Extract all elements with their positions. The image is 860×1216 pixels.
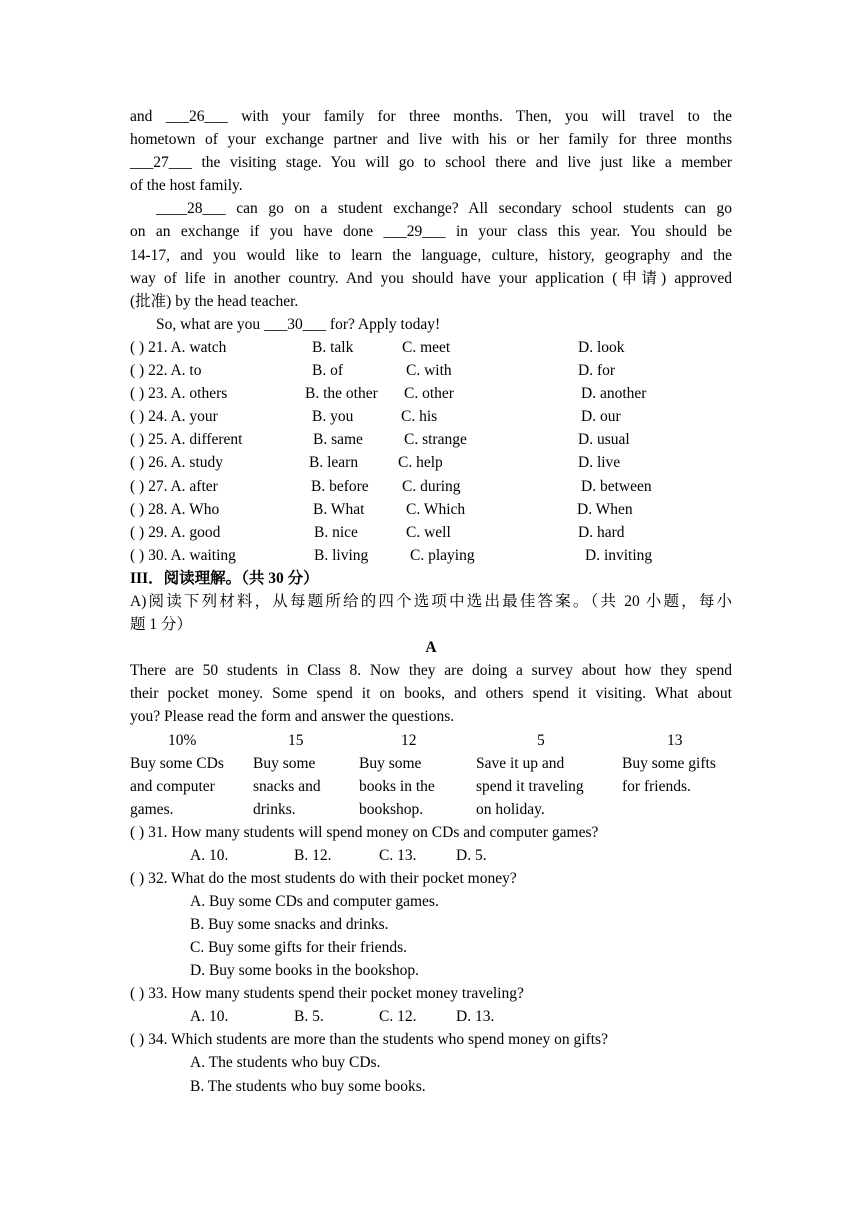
cloze-questions [130, 336, 732, 567]
document-page [130, 105, 732, 1098]
question-stem: ( ) 33. How many students spend their pocket money traveling? [130, 985, 524, 1003]
option-c: C. his [401, 408, 438, 426]
question-number: ( ) 22. A. to [130, 362, 202, 380]
option-c: C. other [404, 385, 454, 403]
option-a: A. The students who buy CDs. [190, 1054, 381, 1072]
option-c: C. Which [406, 500, 466, 518]
passage-line: hometown of your exchange partner and live with his or her family for three months [130, 131, 732, 149]
question-21 [130, 336, 732, 359]
reading-question-34 [130, 1028, 732, 1097]
option-c: C. well [406, 523, 451, 541]
passage-label: A [425, 639, 437, 657]
question-options [130, 1051, 732, 1097]
option-d: D. usual [578, 431, 630, 449]
option-b: B. of [312, 362, 343, 380]
section-instruction: A)阅读下列材料，从每题所给的四个选项中选出最佳答案。（共 20 小题，每小 [130, 592, 732, 610]
question-30 [130, 544, 732, 567]
question-stem: ( ) 31. How many students will spend money on CDs and computer games? [130, 823, 599, 841]
question-stem: ( ) 32. What do the most students do with their pocket money? [130, 869, 517, 887]
option-b: B. living [314, 546, 369, 564]
option-b: B. 5. [294, 1008, 324, 1026]
section-title: III．阅读理解。（共 30 分） [130, 569, 319, 587]
passage-line: way of life in another country. And you should have your application (申请) approved [130, 269, 732, 287]
reading-question-32 [130, 867, 732, 982]
question-number: ( ) 30. A. waiting [130, 546, 236, 564]
option-d: D. another [581, 385, 647, 403]
option-c: C. with [406, 362, 452, 380]
question-number: ( ) 25. A. different [130, 431, 243, 449]
question-27 [130, 475, 732, 498]
table-column-save: Save it up and spend it traveling on holiday. [476, 754, 584, 818]
passage-line: 14-17, and you would like to learn the language, culture, history, geography and the [130, 246, 732, 264]
option-c: C. meet [402, 338, 451, 356]
question-options [130, 1005, 732, 1028]
option-d: D. for [578, 362, 616, 380]
table-value: 10% [168, 731, 197, 749]
cloze-passage [130, 105, 732, 336]
option-d: D. inviting [585, 546, 653, 564]
option-a: A. 10. [190, 846, 229, 864]
reading-intro [130, 659, 732, 728]
option-b: B. you [312, 408, 354, 426]
intro-line: There are 50 students in Class 8. Now they are doing a survey about how they spend [130, 662, 732, 680]
passage-line: and ___26___ with your family for three months. Then, you will travel to the [130, 108, 732, 125]
option-d: D. hard [578, 523, 625, 541]
question-options [130, 890, 732, 982]
option-b: B. same [313, 431, 363, 449]
question-25 [130, 428, 732, 451]
option-b: B. nice [314, 523, 358, 541]
intro-line: their pocket money. Some spend it on books, and others spend it visiting. What about [130, 685, 732, 703]
question-26 [130, 451, 732, 474]
passage-line: ___27___ the visiting stage. You will go to school there and live just like a member [130, 154, 732, 172]
option-d: D. 13. [456, 1008, 495, 1026]
option-b: B. learn [309, 454, 359, 472]
question-number: ( ) 29. A. good [130, 523, 221, 541]
reading-question-31 [130, 821, 732, 867]
question-28 [130, 498, 732, 521]
option-c: C. 13. [379, 846, 417, 864]
passage-line: So, what are you ___30___ for? Apply today! [156, 315, 441, 333]
option-b: B. The students who buy some books. [190, 1077, 426, 1095]
option-c: C. during [402, 477, 461, 495]
option-d: D. Buy some books in the bookshop. [190, 962, 420, 980]
table-value: 15 [288, 731, 304, 749]
question-number: ( ) 28. A. Who [130, 500, 220, 518]
option-d: D. look [578, 338, 625, 356]
option-b: B. the other [305, 385, 378, 403]
option-b: B. What [313, 500, 365, 518]
question-24 [130, 405, 732, 428]
option-c: C. help [398, 454, 443, 472]
option-d: D. between [581, 477, 652, 495]
passage-line: of the host family. [130, 177, 243, 195]
question-23 [130, 382, 732, 405]
option-c: C. strange [404, 431, 467, 449]
option-b: B. 12. [294, 846, 332, 864]
passage-line: (批准) by the head teacher. [130, 292, 299, 310]
question-stem: ( ) 34. Which students are more than the students who spend money on gifts? [130, 1031, 608, 1049]
table-value: 13 [667, 731, 683, 749]
intro-line: you? Please read the form and answer the questions. [130, 708, 455, 726]
question-number: ( ) 26. A. study [130, 454, 223, 472]
option-a: A. Buy some CDs and computer games. [190, 892, 439, 910]
option-c: C. playing [410, 546, 475, 564]
option-d: D. 5. [456, 846, 487, 864]
table-column-cds: Buy some CDs and computer games. [130, 754, 224, 818]
reading-question-33 [130, 982, 732, 1028]
option-a: A. 10. [190, 1008, 229, 1026]
passage-line: on an exchange if you have done ___29___ in your class this year. You should be [130, 223, 732, 241]
question-number: ( ) 23. A. others [130, 385, 228, 403]
table-column-books: Buy some books in the bookshop. [359, 754, 435, 818]
question-29 [130, 521, 732, 544]
option-b: B. talk [312, 338, 354, 356]
option-d: D. When [577, 500, 633, 518]
question-number: ( ) 24. A. your [130, 408, 218, 426]
option-d: D. live [578, 454, 621, 472]
option-b: B. before [311, 477, 369, 495]
table-value: 12 [401, 731, 417, 749]
question-22 [130, 359, 732, 382]
survey-table [130, 729, 732, 821]
question-options [130, 844, 732, 867]
option-c: C. Buy some gifts for their friends. [190, 939, 407, 956]
table-column-snacks: Buy some snacks and drinks. [253, 754, 321, 818]
question-number: ( ) 27. A. after [130, 477, 218, 495]
table-column-gifts: Buy some gifts for friends. [622, 754, 716, 795]
option-c: C. 12. [379, 1008, 417, 1026]
option-d: D. our [581, 408, 621, 426]
question-number: ( ) 21. A. watch [130, 338, 227, 356]
section-instruction: 题 1 分） [130, 616, 193, 634]
table-value: 5 [537, 731, 545, 749]
option-b: B. Buy some snacks and drinks. [190, 915, 389, 933]
passage-line: ____28___ can go on a student exchange? All secondary school students can go [156, 200, 732, 218]
